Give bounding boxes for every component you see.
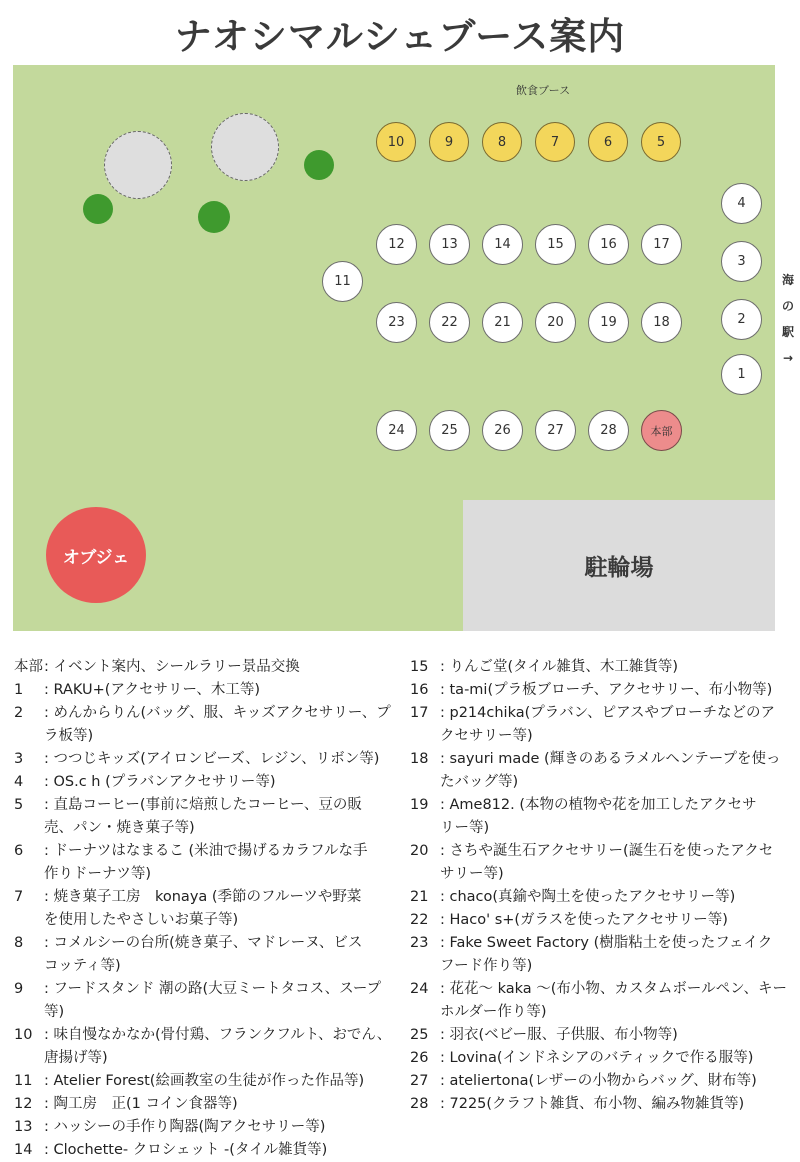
legend-booth-description: : さちや誕生石アクセサリー(誕生石を使ったアクセ サリー等) xyxy=(440,843,774,882)
booth-8[interactable]: 8 xyxy=(482,122,522,162)
booth-2[interactable]: 2 xyxy=(721,299,762,340)
legend-booth-number: 20 xyxy=(410,843,429,859)
legend-booth-description: : 陶工房 正(1 コイン食器等) xyxy=(44,1096,238,1112)
legend-booth-number: 18 xyxy=(410,751,429,767)
legend-entry xyxy=(14,978,394,1024)
legend-entry xyxy=(14,932,394,978)
legend-booth-number: 本部 xyxy=(14,659,43,675)
food-booth-area-label: 飲食ブース xyxy=(516,84,571,97)
legend-entry xyxy=(14,1070,394,1093)
booth-25[interactable]: 25 xyxy=(429,410,470,451)
bicycle-parking: 駐輪場 xyxy=(463,500,775,631)
booth-12[interactable]: 12 xyxy=(376,224,417,265)
legend-entry xyxy=(14,840,394,886)
booth-3[interactable]: 3 xyxy=(721,241,762,282)
legend-booth-number: 28 xyxy=(410,1096,429,1112)
sea-station-direction: 海の駅→ xyxy=(781,273,794,365)
booth-headquarters[interactable]: 本部 xyxy=(641,410,682,451)
booth-16[interactable]: 16 xyxy=(588,224,629,265)
booth-14[interactable]: 14 xyxy=(482,224,523,265)
legend-entry xyxy=(14,771,394,794)
legend-booth-number: 4 xyxy=(14,774,24,790)
legend-booth-number: 14 xyxy=(14,1142,33,1158)
legend-booth-description: : 直島コーヒー(事前に焙煎したコーヒー、豆の販 売、パン・焼き菓子等) xyxy=(44,797,362,836)
legend-booth-number: 22 xyxy=(410,912,429,928)
legend-entry xyxy=(14,886,394,932)
legend-entry xyxy=(410,886,790,909)
bush-decoration xyxy=(198,201,230,233)
legend-entry xyxy=(14,748,394,771)
booth-19[interactable]: 19 xyxy=(588,302,629,343)
legend-booth-description: : イベント案内、シールラリー景品交換 xyxy=(44,659,300,675)
legend-entry xyxy=(410,840,790,886)
rock-decoration xyxy=(211,113,279,181)
legend-booth-description: : ta-mi(プラ板ブローチ、アクセサリー、布小物等) xyxy=(440,682,773,698)
legend-booth-description: : OS.c h (プラバンアクセサリー等) xyxy=(44,774,276,790)
legend-entry xyxy=(14,1093,394,1116)
legend-left xyxy=(14,656,394,1162)
booth-13[interactable]: 13 xyxy=(429,224,470,265)
legend-booth-description: : 羽衣(ベビー服、子供服、布小物等) xyxy=(440,1027,678,1043)
rock-decoration xyxy=(104,131,172,199)
legend-booth-description: : ateliertona(レザーの小物からバッグ、財布等) xyxy=(440,1073,757,1089)
legend-entry xyxy=(410,656,790,679)
legend-booth-description: : Ame812. (本物の植物や花を加工したアクセサ リー等) xyxy=(440,797,757,836)
legend-entry xyxy=(410,1047,790,1070)
legend-booth-number: 5 xyxy=(14,797,24,813)
legend-booth-description: : 7225(クラフト雑貨、布小物、編み物雑貨等) xyxy=(440,1096,745,1112)
legend-entry xyxy=(14,794,394,840)
legend-booth-number: 21 xyxy=(410,889,429,905)
legend-booth-description: : ドーナツはなまるこ (米油で揚げるカラフルな手 作りドーナツ等) xyxy=(44,843,368,882)
booth-5[interactable]: 5 xyxy=(641,122,681,162)
legend-booth-number: 16 xyxy=(410,682,429,698)
legend-booth-number: 9 xyxy=(14,981,24,997)
legend-entry xyxy=(14,1116,394,1139)
legend-booth-description: : sayuri made (輝きのあるラメルヘンテープを使っ たバッグ等) xyxy=(440,751,781,790)
legend-booth-number: 26 xyxy=(410,1050,429,1066)
legend-entry xyxy=(410,1070,790,1093)
legend-booth-description: : めんからりん(バッグ、服、キッズアクセサリー、プ ラ板等) xyxy=(44,705,391,744)
legend-entry xyxy=(410,748,790,794)
legend-booth-description: : Lovina(インドネシアのバティックで作る服等) xyxy=(440,1050,754,1066)
booth-26[interactable]: 26 xyxy=(482,410,523,451)
legend-booth-description: : ハッシーの手作り陶器(陶アクセサリー等) xyxy=(44,1119,326,1135)
booth-20[interactable]: 20 xyxy=(535,302,576,343)
booth-7[interactable]: 7 xyxy=(535,122,575,162)
legend-entry xyxy=(410,1093,790,1116)
legend-entry xyxy=(410,909,790,932)
booth-15[interactable]: 15 xyxy=(535,224,576,265)
booth-10[interactable]: 10 xyxy=(376,122,416,162)
legend-booth-description: : コメルシーの台所(焼き菓子、マドレーヌ、ビス コッティ等) xyxy=(44,935,363,974)
legend-booth-number: 10 xyxy=(14,1027,33,1043)
legend-entry xyxy=(410,1024,790,1047)
legend-booth-description: : 焼き菓子工房 konaya (季節のフルーツや野菜 を使用したやさしいお菓子等) xyxy=(44,889,362,928)
legend-booth-number: 3 xyxy=(14,751,24,767)
booth-11[interactable]: 11 xyxy=(322,261,363,302)
legend-booth-number: 23 xyxy=(410,935,429,951)
legend-booth-description: : つつじキッズ(アイロンビーズ、レジン、リボン等) xyxy=(44,751,380,767)
legend-booth-number: 2 xyxy=(14,705,24,721)
legend-booth-number: 8 xyxy=(14,935,24,951)
legend-booth-description: : chaco(真鍮や陶土を使ったアクセサリー等) xyxy=(440,889,736,905)
legend-entry xyxy=(410,794,790,840)
bush-decoration xyxy=(83,194,113,224)
booth-4[interactable]: 4 xyxy=(721,183,762,224)
booth-22[interactable]: 22 xyxy=(429,302,470,343)
legend-entry xyxy=(14,702,394,748)
legend-booth-description: : Haco' s+(ガラスを使ったアクセサリー等) xyxy=(440,912,728,928)
legend-entry xyxy=(410,679,790,702)
booth-21[interactable]: 21 xyxy=(482,302,523,343)
legend-right xyxy=(410,656,790,1116)
legend-booth-description: : Fake Sweet Factory (樹脂粘土を使ったフェイク フード作り等) xyxy=(440,935,773,974)
legend-booth-description: : 味自慢なかなか(骨付鶏、フランクフルト、おでん、 唐揚げ等) xyxy=(44,1027,392,1066)
booth-27[interactable]: 27 xyxy=(535,410,576,451)
legend-booth-number: 7 xyxy=(14,889,24,905)
booth-6[interactable]: 6 xyxy=(588,122,628,162)
booth-17[interactable]: 17 xyxy=(641,224,682,265)
booth-28[interactable]: 28 xyxy=(588,410,629,451)
booth-18[interactable]: 18 xyxy=(641,302,682,343)
booth-9[interactable]: 9 xyxy=(429,122,469,162)
bush-decoration xyxy=(304,150,334,180)
legend-booth-description: : Clochette- クロシェット -(タイル雑貨等) xyxy=(44,1142,328,1158)
legend-booth-number: 27 xyxy=(410,1073,429,1089)
page-title: ナオシマルシェブース案内 xyxy=(174,15,626,58)
legend-booth-number: 24 xyxy=(410,981,429,997)
legend-booth-description: : p214chika(プラバン、ピアスやブローチなどのア クセサリー等) xyxy=(440,705,776,744)
booth-24[interactable]: 24 xyxy=(376,410,417,451)
legend-entry xyxy=(14,1139,394,1162)
legend-booth-number: 19 xyxy=(410,797,429,813)
legend-entry xyxy=(14,679,394,702)
legend-entry xyxy=(14,656,394,679)
legend-booth-description: : フードスタンド 潮の路(大豆ミートタコス、スープ等) xyxy=(44,981,382,1020)
legend-booth-number: 12 xyxy=(14,1096,33,1112)
legend-booth-number: 15 xyxy=(410,659,429,675)
legend-booth-description: : RAKU+(アクセサリー、木工等) xyxy=(44,682,261,698)
objet-landmark: オブジェ xyxy=(46,507,146,603)
legend-entry xyxy=(410,932,790,978)
legend-booth-number: 17 xyxy=(410,705,429,721)
legend-entry xyxy=(410,702,790,748)
legend-entry xyxy=(14,1024,394,1070)
legend-booth-number: 25 xyxy=(410,1027,429,1043)
legend-entry xyxy=(410,978,790,1024)
booth-1[interactable]: 1 xyxy=(721,354,762,395)
legend-booth-number: 6 xyxy=(14,843,24,859)
booth-23[interactable]: 23 xyxy=(376,302,417,343)
legend-booth-number: 11 xyxy=(14,1073,33,1089)
legend-booth-description: : りんご堂(タイル雑貨、木工雑貨等) xyxy=(440,659,679,675)
legend-booth-description: : 花花～ kaka ～(布小物、カスタムボールペン、キー ホルダー作り等) xyxy=(440,981,787,1020)
legend-booth-number: 13 xyxy=(14,1119,33,1135)
legend-booth-description: : Atelier Forest(絵画教室の生徒が作った作品等) xyxy=(44,1073,365,1089)
legend-booth-number: 1 xyxy=(14,682,24,698)
